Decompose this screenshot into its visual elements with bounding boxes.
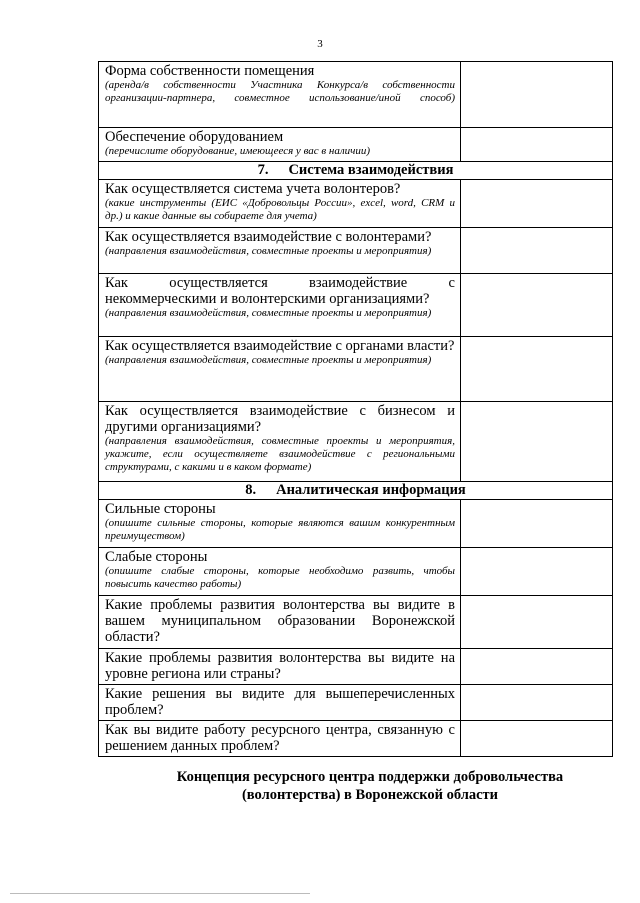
section-header-row (99, 162, 613, 180)
table-row (99, 721, 613, 757)
answer-cell[interactable] (461, 500, 613, 548)
section-title: Аналитическая информация (276, 482, 466, 498)
question-title: Как вы видите работу ресурсного центра, связанную с решением данных проблем? (105, 722, 455, 754)
question-title: Как осуществляется взаимодействие с волонтерами? (105, 229, 432, 245)
concept-title: Концепция ресурсного центра поддержки добровольчества (волонтерства) в Воронежской области (176, 769, 564, 803)
answer-cell[interactable] (461, 337, 613, 402)
answer-cell[interactable] (461, 128, 613, 162)
page-number: 3 (317, 38, 323, 50)
question-hint: (аренда/в собственности Участника Конкурса/в собственности организации-партнера, совместное использование/иной способ) (105, 79, 455, 104)
question-cell (99, 596, 461, 649)
section-number: 8. (245, 482, 257, 498)
question-hint: (какие инструменты (ЕИС «Добровольцы России», excel, word, CRM и др.) и какие данные вы собираете для учета) (105, 197, 455, 222)
answer-cell[interactable] (461, 685, 613, 721)
table-row (99, 128, 613, 162)
table-row (99, 274, 613, 337)
question-title: Как осуществляется система учета волонтеров? (105, 181, 401, 197)
table-row (99, 337, 613, 402)
question-cell (99, 274, 461, 337)
question-hint: (направления взаимодействия, совместные проекты и мероприятия, укажите, если осуществляете взаимодействие с региональными структурами, с какими и в каком формате) (105, 435, 455, 473)
question-hint (105, 565, 455, 591)
questionnaire-table (98, 61, 613, 757)
table-row (99, 685, 613, 721)
section-header-row (99, 482, 613, 500)
question-cell (99, 402, 461, 482)
footer-divider (10, 893, 310, 894)
table-row (99, 596, 613, 649)
question-cell (99, 62, 461, 128)
answer-cell[interactable] (461, 228, 613, 274)
table-row (99, 649, 613, 685)
table-row (99, 228, 613, 274)
question-title: Какие проблемы развития волонтерства вы видите на уровне региона или страны? (105, 650, 455, 682)
table-row (99, 548, 613, 596)
question-hint: (направления взаимодействия, совместные проекты и мероприятия) (105, 245, 432, 257)
answer-cell[interactable] (461, 721, 613, 757)
table-row (99, 402, 613, 482)
question-cell (99, 337, 461, 402)
question-hint: (перечислите оборудование, имеющееся у вас в наличии) (105, 145, 371, 157)
question-title: Как осуществляется взаимодействие с органами власти? (105, 338, 455, 354)
section-title: Система взаимодействия (288, 162, 454, 178)
question-title: Форма собственности помещения (105, 63, 315, 79)
question-cell (99, 721, 461, 757)
answer-cell[interactable] (461, 402, 613, 482)
question-title: Обеспечение оборудованием (105, 129, 284, 145)
question-cell (99, 685, 461, 721)
hint-paren-open: ( (105, 517, 109, 529)
hint-paren-open: ( (105, 565, 109, 577)
table-row (99, 180, 613, 228)
section-header (99, 482, 613, 500)
question-hint: (направления взаимодействия, совместные проекты и мероприятия) (105, 307, 432, 319)
answer-cell[interactable] (461, 649, 613, 685)
section-number: 7. (257, 162, 269, 178)
hint-paren-close: ) (181, 530, 185, 542)
hint-text: опишите слабые стороны, которые необходимо развить, чтобы повысить качество работы (105, 565, 455, 590)
answer-cell[interactable] (461, 62, 613, 128)
question-hint: (направления взаимодействия, совместные проекты и мероприятия) (105, 354, 432, 366)
table-row (99, 500, 613, 548)
question-cell (99, 228, 461, 274)
question-title: Сильные стороны (105, 501, 216, 517)
answer-cell[interactable] (461, 180, 613, 228)
question-hint (105, 517, 455, 543)
question-cell (99, 128, 461, 162)
answer-cell[interactable] (461, 548, 613, 596)
question-title: Какие решения вы видите для вышеперечисленных проблем? (105, 686, 455, 718)
answer-cell[interactable] (461, 274, 613, 337)
answer-cell[interactable] (461, 596, 613, 649)
question-title: Как осуществляется взаимодействие с некоммерческими и волонтерскими организациями? (105, 275, 455, 307)
question-cell (99, 649, 461, 685)
question-title: Слабые стороны (105, 549, 208, 565)
hint-text: опишите сильные стороны, которые являются вашим конкурентным преимуществом (105, 517, 455, 542)
question-title: Какие проблемы развития волонтерства вы видите в вашем муниципальном образовании Воронежской области? (105, 597, 455, 645)
section-header (99, 162, 613, 180)
table-row (99, 62, 613, 128)
hint-paren-close: ) (237, 578, 242, 590)
question-cell (99, 180, 461, 228)
question-cell (99, 548, 461, 596)
question-title: Как осуществляется взаимодействие с бизнесом и другими организациями? (105, 403, 455, 435)
question-cell (99, 500, 461, 548)
